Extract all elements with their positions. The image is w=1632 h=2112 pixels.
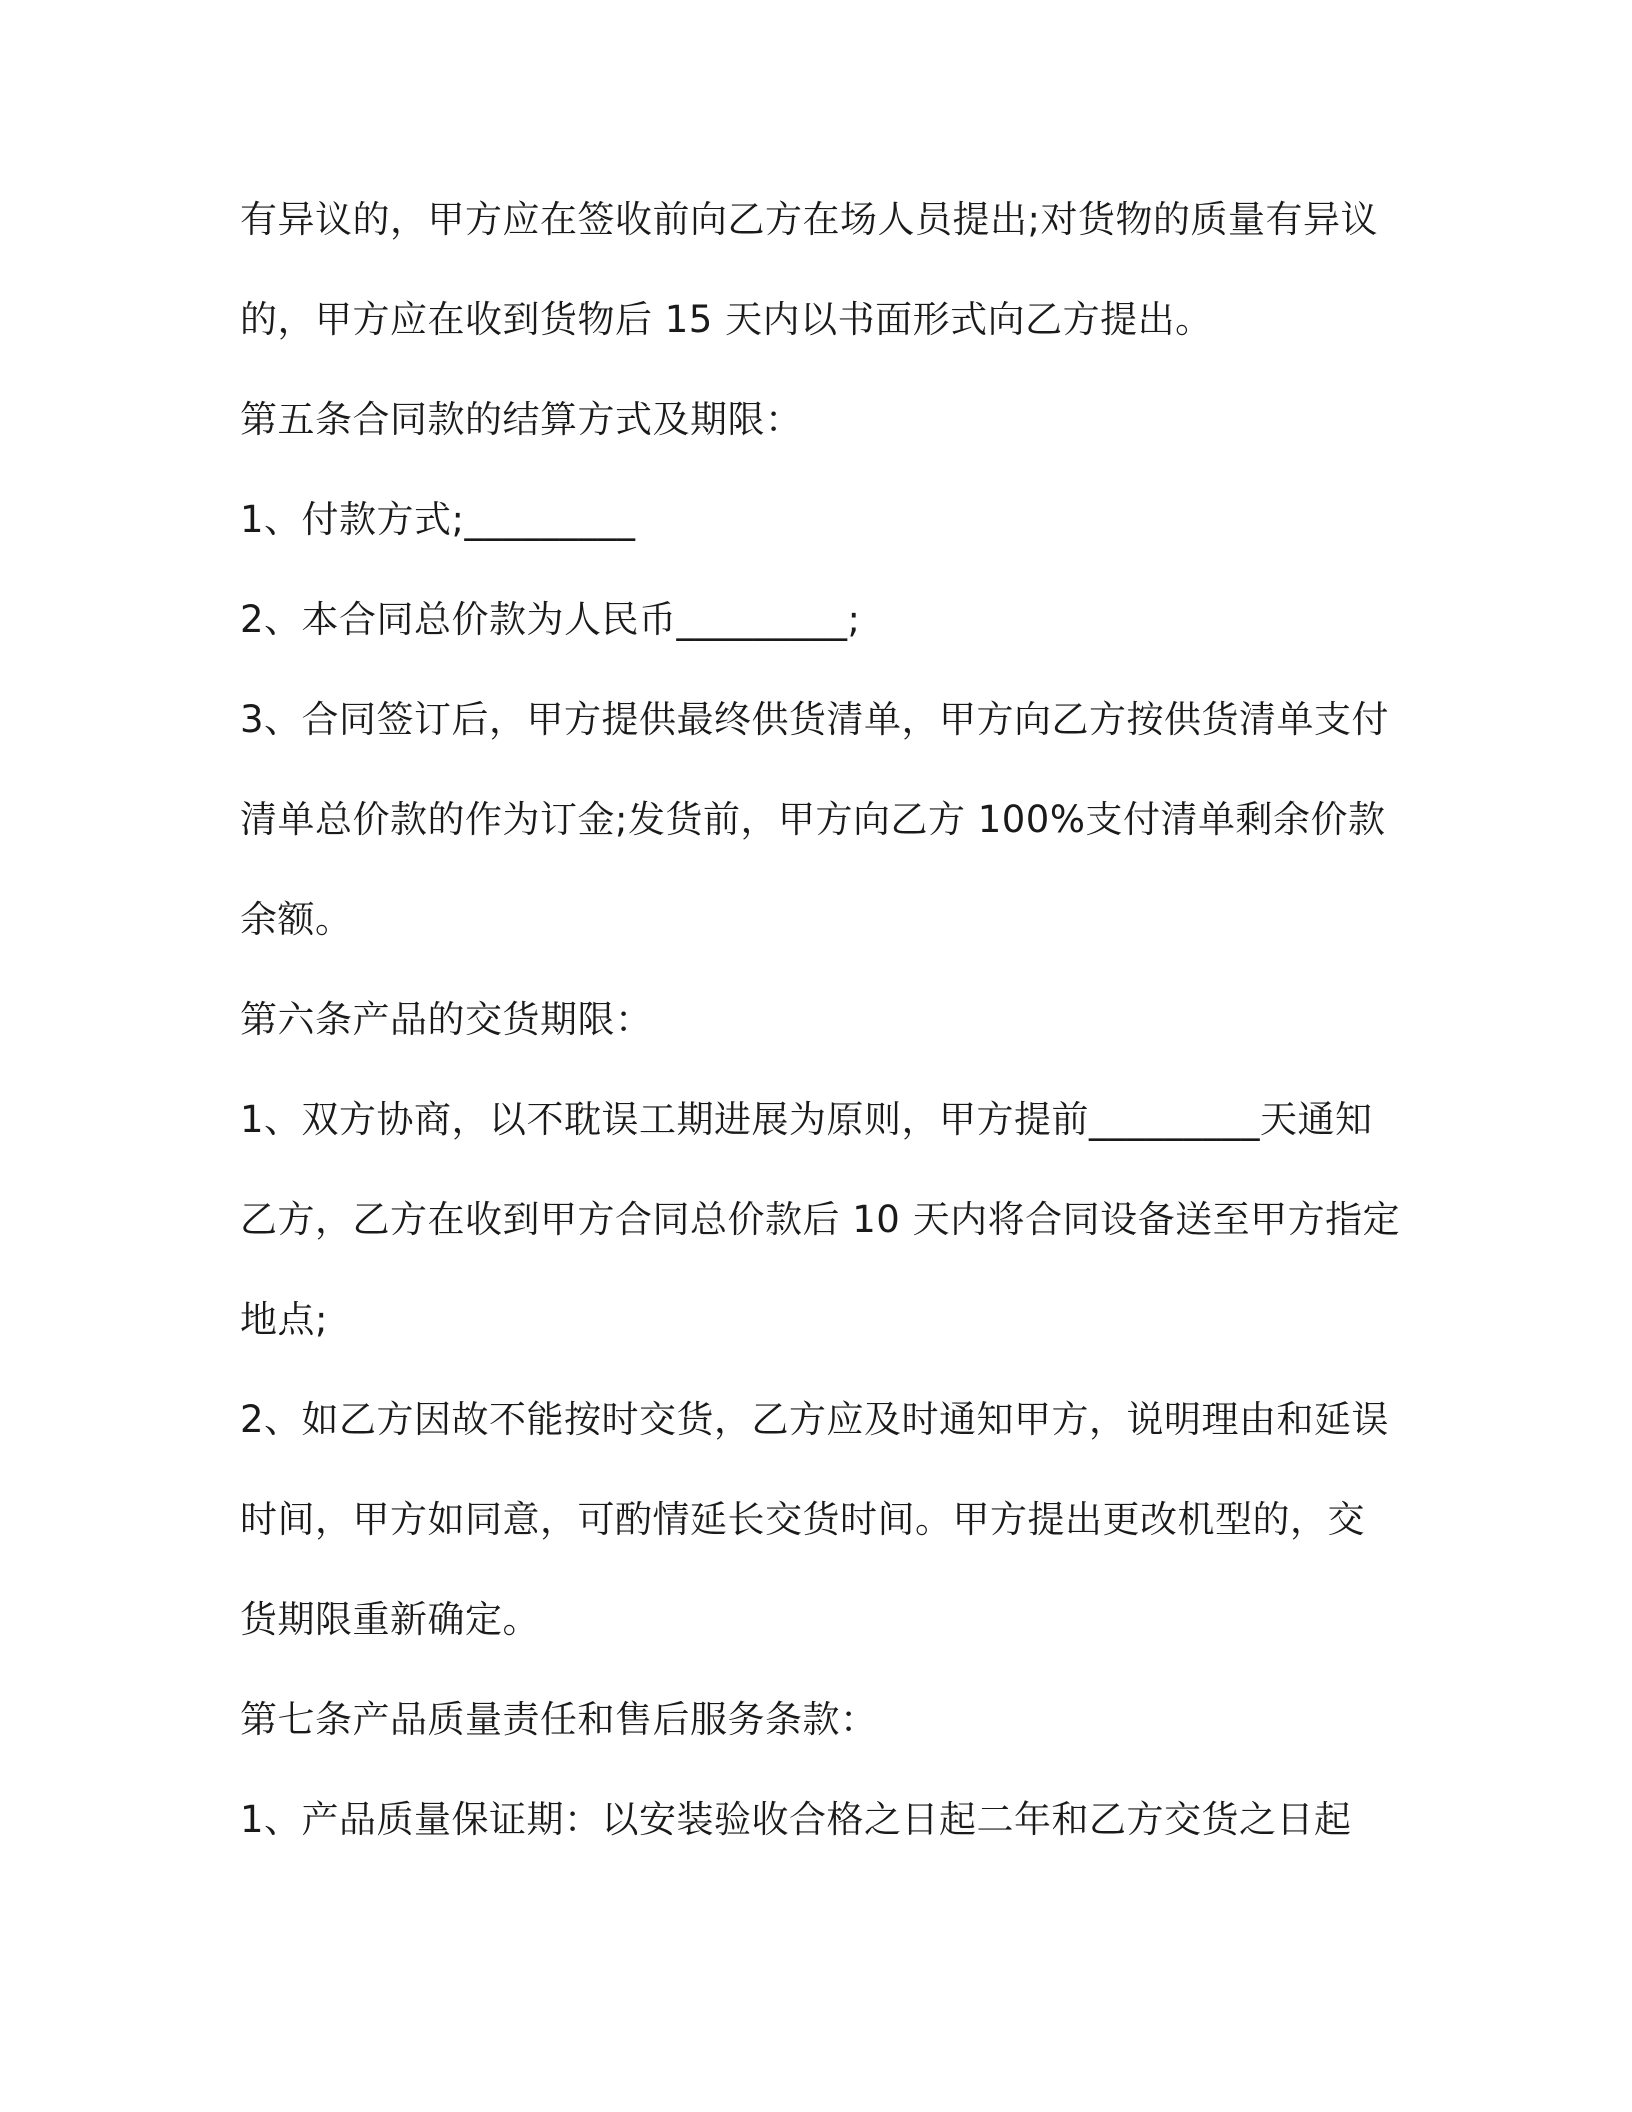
paragraph-line: 有异议的，甲方应在签收前向乙方在场人员提出;对货物的质量有异议	[240, 198, 1378, 241]
paragraph-line: 货期限重新确定。	[240, 1598, 540, 1641]
section-heading: 第六条产品的交货期限：	[240, 998, 653, 1041]
paragraph-line: 余额。	[240, 898, 353, 941]
list-item: 2、本合同总价款为人民币_________;	[240, 598, 861, 641]
list-item: 3、合同签订后，甲方提供最终供货清单，甲方向乙方按供货清单支付	[240, 698, 1390, 741]
paragraph-line: 清单总价款的作为订金;发货前，甲方向乙方 100%支付清单剩余价款	[240, 798, 1386, 841]
list-item: 1、付款方式;_________	[240, 498, 636, 541]
list-item: 2、如乙方因故不能按时交货，乙方应及时通知甲方，说明理由和延误	[240, 1398, 1390, 1441]
paragraph-line: 乙方，乙方在收到甲方合同总价款后 10 天内将合同设备送至甲方指定	[240, 1198, 1401, 1241]
section-heading: 第五条合同款的结算方式及期限：	[240, 398, 803, 441]
list-item: 1、双方协商，以不耽误工期进展为原则，甲方提前_________天通知	[240, 1098, 1373, 1141]
paragraph-line: 时间，甲方如同意，可酌情延长交货时间。甲方提出更改机型的，交	[240, 1498, 1365, 1541]
list-item: 1、产品质量保证期：以安装验收合格之日起二年和乙方交货之日起	[240, 1798, 1352, 1841]
section-heading: 第七条产品质量责任和售后服务条款：	[240, 1698, 878, 1741]
paragraph-line: 的，甲方应在收到货物后 15 天内以书面形式向乙方提出。	[240, 298, 1213, 341]
paragraph-line: 地点;	[240, 1298, 328, 1341]
